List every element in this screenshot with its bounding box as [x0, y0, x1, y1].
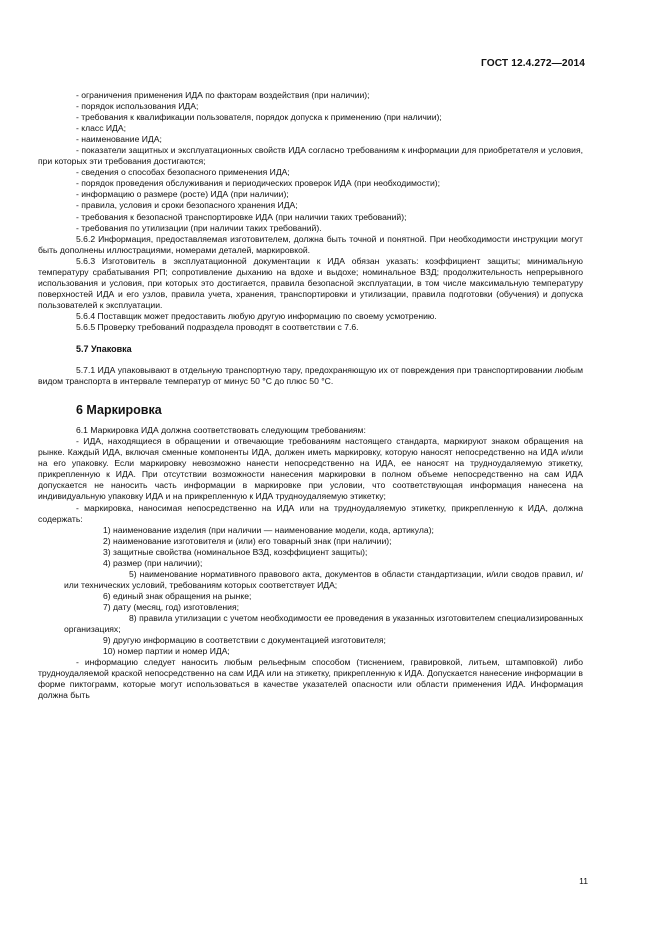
numbered-item: 8) правила утилизации с учетом необходимости ее проведения в указанных изготовителем специализированных организациях; — [64, 612, 583, 635]
list-item: - правила, условия и сроки безопасного хранения ИДА; — [76, 200, 298, 211]
page-number: 11 — [579, 876, 588, 886]
list-item: - ограничения применения ИДА по факторам воздействия (при наличии); — [76, 90, 370, 100]
list-item: - маркировка, наносимая непосредственно на ИДА или на трудноудаляемую этикетку, прикрепленную к ИДА, должна содержать: — [38, 502, 583, 524]
list-item: - показатели защитных и эксплуатационных свойств ИДА согласно требованиям к информации для приобретателя и условия, при которых эти требования достигаются; — [38, 145, 583, 167]
numbered-item: 2) наименование изготовителя и (или) его товарный знак (при наличии); — [103, 535, 392, 546]
paragraph-5-7-1: 5.7.1 ИДА упаковывают в отдельную транспортную тару, предохраняющую их от повреждения при транспортировании любым видом транспорта в интервале температур от минус 50 °С до плюс 50 °С. — [38, 365, 583, 387]
paragraph-5-6-2: 5.6.2 Информация, предоставляемая изготовителем, должна быть точной и понятной. При необходимости инструкции могут быть дополнены иллюстрациями, номерами деталей, маркировкой. — [38, 233, 583, 255]
numbered-item: 4) размер (при наличии); — [103, 557, 203, 568]
numbered-item: 7) дату (месяц, год) изготовления; — [103, 601, 239, 612]
list-item: - порядок использования ИДА; — [76, 101, 199, 112]
list-item: - сведения о способах безопасного применения ИДА; — [76, 167, 290, 178]
numbered-item: 3) защитные свойства (номинальное ВЗД, коэффициент защиты); — [103, 546, 368, 557]
section-heading-5-7: 5.7 Упаковка — [76, 344, 132, 355]
numbered-item: 5) наименование нормативного правового акта, документов в области стандартизации, и/или сводов правил, и/или технических условий, требованиям которых соответствует ИДА; — [64, 568, 583, 590]
paragraph-5-6-4: 5.6.4 Поставщик может предоставить любую другую информацию по своему усмотрению. — [76, 310, 437, 321]
standard-header: ГОСТ 12.4.272—2014 — [480, 58, 585, 69]
document-body — [38, 90, 583, 701]
section-heading-6: 6 Маркировка — [76, 403, 162, 418]
list-item: - ИДА, находящиеся в обращении и отвечающие требованиям настоящего стандарта, маркируют знаком обращения на рынке. Каждый ИДА, включая сменные компоненты ИДА, должен иметь маркировку, которую наносят непосредственно на ИДА и/или на его упаковку. Если маркировку невозможно нанести непосредственно на ИДА, ее наносят на трудноудаляемую этикетку, прикрепленную к ИДА. При отсутствии возможности нанесения маркировки в полном объеме непосредственно на сам ИДА допускается не наносить часть информации в маркировке при условии, что соответствующая информация нанесена на индивидуальную упаковку ИДА и на прикрепленную к ИДА трудноудаляемую этикетку; — [38, 436, 583, 502]
paragraph-5-6-5: 5.6.5 Проверку требований подраздела проводят в соответствии с 7.6. — [76, 321, 359, 332]
list-item: - класс ИДА; — [76, 123, 126, 134]
list-item: - наименование ИДА; — [76, 134, 162, 145]
numbered-item: 6) единый знак обращения на рынке; — [103, 590, 252, 601]
numbered-item: 10) номер партии и номер ИДА; — [103, 646, 230, 657]
numbered-item: 1) наименование изделия (при наличии — наименование модели, кода, артикула); — [103, 524, 434, 535]
list-item: - информацию следует наносить любым рельефным способом (тиснением, гравировкой, литьем, штамповкой) либо трудноудаляемой краской непосредственно на сам ИДА или на этикетку, прикрепленную к ИДА. Допускается нанесение информации в форме пиктограмм, которые могут использоваться в качестве указателей опасности или области применения ИДА. Информация должна быть — [38, 657, 583, 701]
paragraph-5-6-3: 5.6.3 Изготовитель в эксплуатационной документации к ИДА обязан указать: коэффициент защиты; минимальную температуру срабатывания РП; сопротивление дыханию на вдохе и выдохе; номинальное ВЗД; продолжительность непрерывного использования и условия, при которых это достигается, правила безопасной эксплуатации, в том числе максимальную температуру поверхностей ИДА и его узлов, правила учета, хранения, транспортировки и утилизации, правила подготовки (обучения) и допуска пользователей к эксплуатации. — [38, 255, 583, 310]
list-item: - требования к квалификации пользователя, порядок допуска к применению (при наличии); — [76, 112, 442, 123]
list-item: - требования по утилизации (при наличии таких требований). — [76, 222, 322, 233]
paragraph-6-1: 6.1 Маркировка ИДА должна соответствовать следующим требованиям: — [76, 425, 366, 436]
list-item: - информацию о размере (росте) ИДА (при наличии); — [76, 189, 289, 200]
numbered-item: 9) другую информацию в соответствии с документацией изготовителя; — [103, 635, 386, 646]
list-item: - требования к безопасной транспортировке ИДА (при наличии таких требований); — [76, 211, 407, 222]
list-item: - порядок проведения обслуживания и периодических проверок ИДА (при необходимости); — [76, 178, 440, 189]
